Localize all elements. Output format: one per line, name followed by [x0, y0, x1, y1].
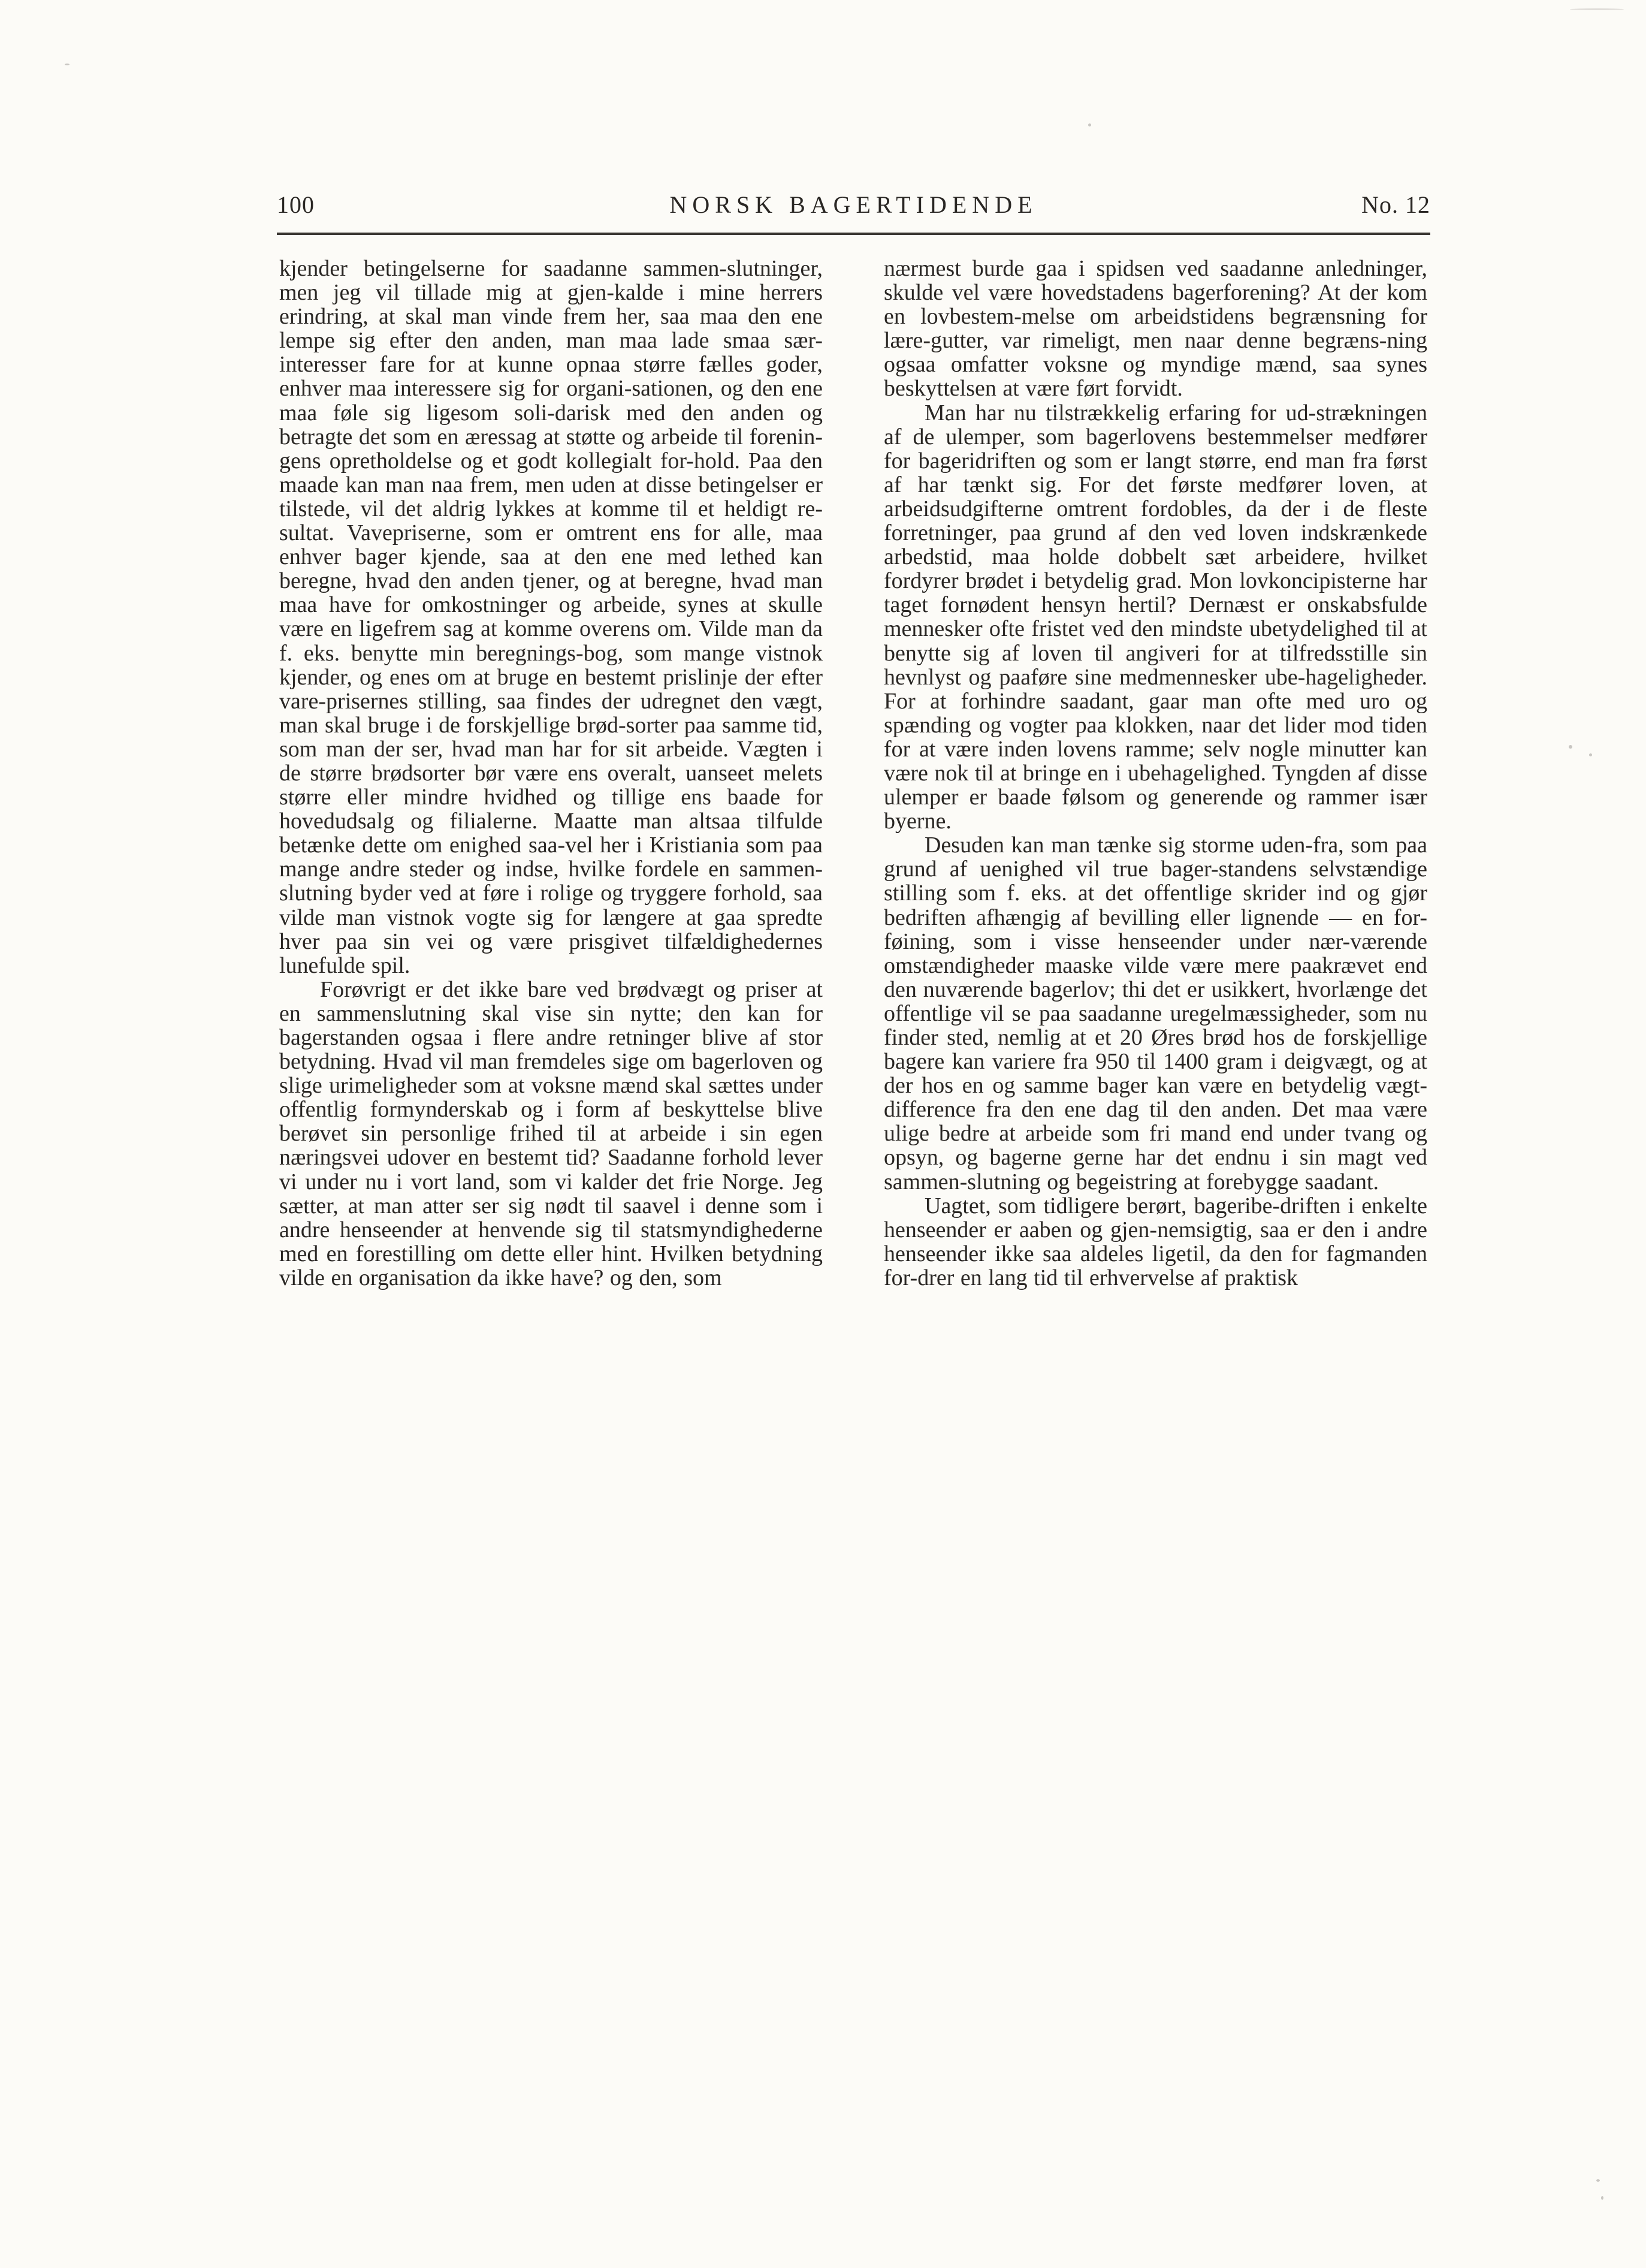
left-column — [279, 257, 823, 1290]
page-header — [277, 191, 1430, 227]
paragraph: nærmest burde gaa i spidsen ved saadanne anledninger, skulde vel være hovedstadens bagerforening? At der kom en lovbestem-melse om arbeidstidens begrænsning for lære-gutter, var rimeligt, men naar denne begræns-ning ogsaa omfatter voksne og myndige mænd, saa synes beskyttelsen at være ført forvidt. — [884, 256, 1427, 402]
scan-speck — [1088, 123, 1091, 126]
paragraph: Desuden kan man tænke sig storme uden-fra, som paa grund af uenighed vil true bager-standens selvstændige stilling som f. eks. at det offentlige skrider ind og gjør bedriften afhængig af bevilling eller lignende — en for-føining, som i visse henseender under nær-værende omstændigheder maaske vilde være mere paakrævet end den nuværende bagerlov; thi det er usikkert, hvorlænge det offentlige vil se paa saadanne uregelmæssigheder, som nu finder sted, nemlig at et 20 Øres brød hos de forskjellige bagere kan variere fra 950 til 1400 gram i deigvægt, og at der hos en og samme bager kan være en betydelig vægt-difference fra den ene dag til den anden. Det maa være ulige bedre at arbeide som fri mand end under tvang og opsyn, og bagerne gerne har det endnu i sin magt ved sammen-slutning og begeistring at forebygge saadant. — [884, 833, 1427, 1195]
scan-speck — [1601, 2196, 1603, 2200]
paragraph: Uagtet, som tidligere berørt, bageribe-driften i enkelte henseender er aaben og gjen-nemsigtig, saa er den i andre henseender ikke saa aldeles ligetil, da den for fagmanden for-drer en lang tid til erhvervelse af praktisk — [884, 1193, 1427, 1290]
scan-speck — [1596, 2179, 1600, 2182]
scan-speck — [65, 64, 70, 65]
publication-title: NORSK BAGERTIDENDE — [669, 191, 1038, 218]
paragraph: kjender betingelserne for saadanne sammen-slutninger, men jeg vil tillade mig at gjen-kalde i mine herrers erindring, at skal man vinde frem her, saa maa den ene lempe sig efter den anden, man maa lade smaa sær-interesser fare for at kunne opnaa større fælles goder, enhver maa interessere sig for organi-sationen, og den ene maa føle sig ligesom soli-darisk med den anden og betragte det som en æressag at støtte og arbeide til forenin-gens opretholdelse og et godt kollegialt for-hold. Paa den maade kan man naa frem, men uden at disse betingelser er tilstede, vil det aldrig lykkes at komme til et heldigt re-sultat. Vavepriserne, som er omtrent ens for alle, maa enhver bager kjende, saa at den ene med lethed kan beregne, hvad den anden tjener, og at beregne, hvad man maa have for omkostninger og arbeide, synes at skulle være en ligefrem sag at komme overens om. Vilde man da f. eks. benytte min beregnings-bog, som mange vistnok kjender, og enes om at bruge en bestemt prislinje der efter vare-prisernes stilling, saa findes der udregnet den vægt, man skal bruge i de forskjellige brød-sorter paa samme tid, som man der ser, hvad man har for sit arbeide. Vægten i de større brødsorter bør være ens overalt, uanseet melets større eller mindre hvidhed og tillige ens baade for hovedudsalg og filialerne. Maatte man altsaa tilfulde betænke dette om enighed saa-vel her i Kristiania som paa mange andre steder og indse, hvilke fordele en sammen-slutning byder ved at føre i rolige og tryggere forhold, saa vilde man vistnok vogte sig for længere at gaa spredte hver paa sin vei og være prisgivet tilfældighedernes lunefulde spil. — [279, 256, 823, 978]
issue-number: No. 12 — [1361, 191, 1430, 218]
paragraph: Forøvrigt er det ikke bare ved brødvægt og priser at en sammenslutning skal vise sin nytte; den kan for bagerstanden ogsaa i flere andre retninger blive af stor betydning. Hvad vil man fremdeles sige om bagerloven og slige urimeligheder som at voksne mænd skal sættes under offentlig formynderskab og i form af beskyttelse blive berøvet sin personlige frihed til at arbeide i sin egen næringsvei udover en bestemt tid? Saadanne forhold lever vi under nu i vort land, som vi kalder det frie Norge. Jeg sætter, at man atter ser sig nødt til saavel i denne som i andre henseender at henvende sig til statsmyndighederne med en forestilling om dette eller hint. Hvilken betydning vilde en organisation da ikke have? og den, som — [279, 976, 823, 1290]
header-rule — [277, 233, 1430, 235]
scan-speck — [1589, 753, 1592, 756]
scan-speck — [1570, 8, 1624, 10]
page-number: 100 — [277, 191, 315, 218]
paragraph: Man har nu tilstrækkelig erfaring for ud-strækningen af de ulemper, som bagerlovens bestemmelser medfører for bageridriften og som er langt større, end man fra først af har tænkt sig. For det første medfører loven, at arbeidsudgifterne omtrent fordobles, da der i de fleste forretninger, paa grund af den ved loven indskrænkede arbedstid, maa holde dobbelt sæt arbeidere, hvilket fordyrer brødet i betydelig grad. Mon lovkoncipisterne har taget fornødent hensyn hertil? Dernæst er onskabsfulde mennesker ofte fristet ved den mindste ubetydelighed til at benytte sig af loven til angiveri for at tilfredsstille sin hevnlyst og paaføre sine medmennesker ube-hageligheder. For at forhindre saadant, gaar man ofte med uro og spænding og vogter paa klokken, naar det lider mod tiden for at være inden lovens ramme; selv nogle minutter kan være nok til at bringe en i ubehagelighed. Tyngden af disse ulemper er baade følsom og generende og rammer især byerne. — [884, 400, 1427, 834]
right-column — [884, 257, 1427, 1290]
scan-speck — [1569, 745, 1572, 749]
